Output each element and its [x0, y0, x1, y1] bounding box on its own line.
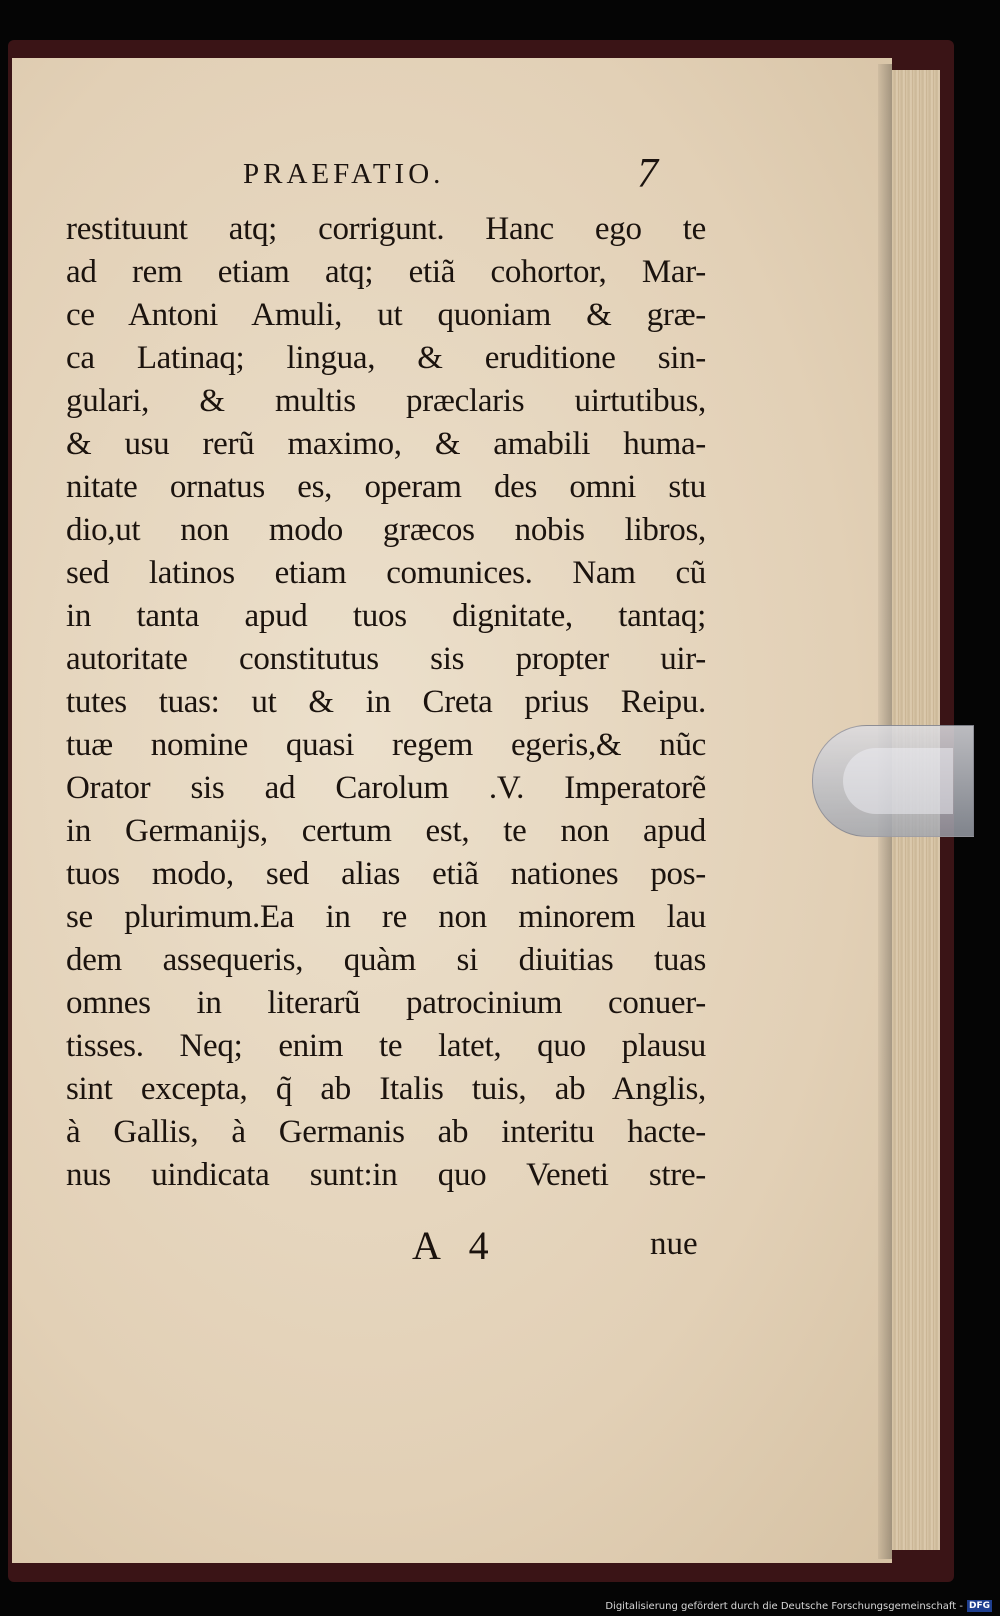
text-line: sed latinos etiam comunices. Nam cũ	[66, 555, 706, 591]
text-line: tutes tuas: ut & in Creta prius Reipu.	[66, 684, 706, 720]
text-line: gulari, & multis præclaris uirtutibus,	[66, 383, 706, 419]
catchword: nue	[650, 1226, 698, 1262]
text-line: & usu rerũ maximo, & amabili huma-	[66, 426, 706, 462]
text-line: in Germanijs, certum est, te non apud	[66, 813, 706, 849]
page-number: 7	[637, 151, 658, 197]
text-line: nitate ornatus es, operam des omni stu	[66, 469, 706, 505]
page-footer	[60, 1222, 710, 1272]
text-line: tuos modo, sed alias etiã nationes pos-	[66, 856, 706, 892]
text-line: omnes in literarũ patrocinium conuer-	[66, 985, 706, 1021]
text-block	[66, 208, 706, 1197]
running-head: PRAEFATIO.	[243, 158, 445, 190]
text-line: sint excepta, q̃ ab Italis tuis, ab Anglis,	[66, 1071, 706, 1107]
text-line: dem assequeris, quàm si diuitias tuas	[66, 942, 706, 978]
text-line: ce Antoni Amuli, ut quoniam & græ-	[66, 297, 706, 333]
text-line: à Gallis, à Germanis ab interitu hacte-	[66, 1114, 706, 1150]
digitization-credit	[605, 1600, 992, 1614]
text-line: ca Latinaq; lingua, & eruditione sin-	[66, 340, 706, 376]
text-line: ad rem etiam atq; etiã cohortor, Mar-	[66, 254, 706, 290]
page-clip-bookmark	[812, 725, 974, 837]
text-line: restituunt atq; corrigunt. Hanc ego te	[66, 211, 706, 247]
text-line: autoritate constitutus sis propter uir-	[66, 641, 706, 677]
text-line: in tanta apud tuos dignitate, tantaq;	[66, 598, 706, 634]
dfg-logo: DFG	[968, 1601, 990, 1611]
bookmark-highlight	[843, 748, 953, 814]
page-header	[60, 151, 700, 202]
text-line: Orator sis ad Carolum .V. Imperatorẽ	[66, 770, 706, 806]
text-line: nus uindicata sunt:in quo Veneti stre-	[66, 1157, 706, 1193]
signature-mark: A 4	[412, 1223, 499, 1268]
credit-text: Digitalisierung gefördert durch die Deutsche Forschungsgemeinschaft -	[605, 1601, 963, 1612]
text-line: dio,ut non modo græcos nobis libros,	[66, 512, 706, 548]
text-line: se plurimum.Ea in re non minorem lau	[66, 899, 706, 935]
text-line: tuæ nomine quasi regem egeris,& nũc	[66, 727, 706, 763]
text-line: tisses. Neq; enim te latet, quo plausu	[66, 1028, 706, 1064]
